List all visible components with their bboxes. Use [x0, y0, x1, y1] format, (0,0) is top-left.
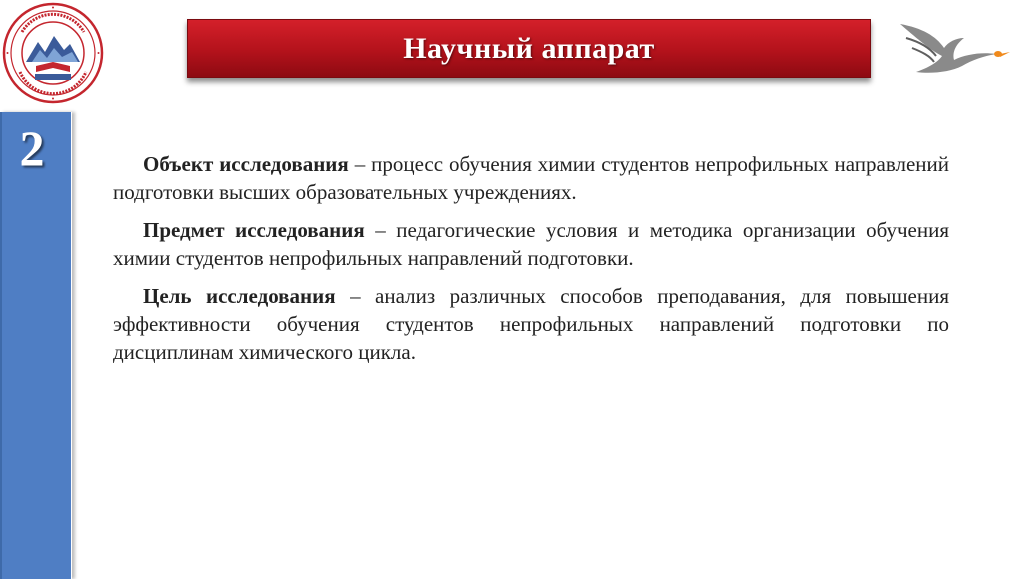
- content-area: [113, 150, 949, 376]
- paragraph-subject: [113, 216, 949, 272]
- paragraph-goal: [113, 282, 949, 366]
- term-object: Объект исследования: [143, 152, 349, 176]
- side-bar: [0, 112, 72, 579]
- text-subject: – педагогические условия и методика организации обучения химии студентов непрофильных направлений подготовки.: [113, 218, 949, 270]
- text-goal: – анализ различных способов преподавания, для повышения эффективности обучения студентов непрофильных направлений подготовки по дисциплинам химического цикла.: [113, 284, 949, 364]
- bird-logo-icon: [892, 14, 1012, 78]
- term-subject: Предмет исследования: [143, 218, 365, 242]
- paragraph-object: [113, 150, 949, 206]
- slide-number: 2: [19, 120, 45, 176]
- text-object: – процесс обучения химии студентов непрофильных направлений подготовки высших образовательных учреждениях.: [113, 152, 950, 204]
- page-title: Научный аппарат: [403, 31, 655, 65]
- university-seal-icon: [2, 2, 104, 104]
- term-goal: Цель исследования: [143, 284, 336, 308]
- title-bar: [187, 19, 871, 78]
